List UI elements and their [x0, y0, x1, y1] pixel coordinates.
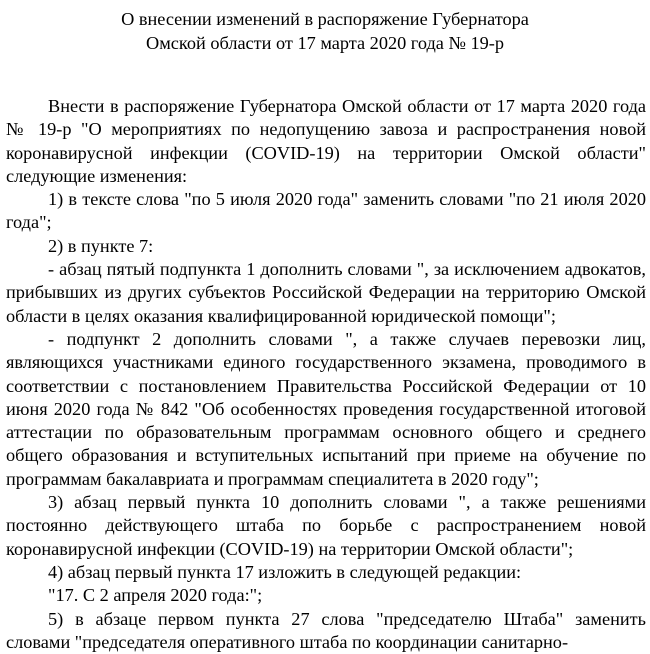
document-title: [0, 8, 650, 55]
paragraph-item-3: 3) абзац первый пункта 10 дополнить словами ", а также решениями постоянно действующего штаба по борьбе с распространением новой коронавирусной инфекции (COVID-19) на территории Омской области";: [6, 492, 646, 559]
paragraph-intro: Внести в распоряжение Губернатора Омской области от 17 марта 2020 года № 19-р "О мероприятиях по недопущению завоза и распространения новой коронавирусной инфекции (COVID-19) на территории Омской области" следующие изменения:: [6, 96, 646, 186]
paragraph-item-1: 1) в тексте слова "по 5 июля 2020 года" заменить словами "по 21 июля 2020 года";: [6, 189, 646, 233]
title-line-2: Омской области от 17 марта 2020 года № 19-р: [146, 32, 504, 53]
title-line-1: О внесении изменений в распоряжение Губернатора: [121, 9, 529, 29]
paragraph-item-2: 2) в пункте 7:: [48, 235, 154, 256]
document-body: [6, 95, 646, 654]
paragraph-item-2-sub-1: - абзац пятый подпункта 1 дополнить словами ", за исключением адвокатов, прибывших из других субъектов Российской Федерации на территорию Омской области в целях оказания квалифицированной юридической помощи";: [6, 259, 646, 326]
paragraph-item-4-text: "17. С 2 апреля 2020 года:";: [48, 585, 263, 606]
paragraph-item-4: 4) абзац первый пункта 17 изложить в следующей редакции:: [48, 561, 522, 582]
paragraph-item-2-sub-2: - подпункт 2 дополнить словами ", а также случаев перевозки лиц, являющихся участниками единого государственного экзамена, проводимого в соответствии с постановлением Правительства Российской Федерации от 10 июня 2020 года № 842 "Об особенностях проведения государственной итоговой аттестации по образовательным программам основного общего и среднего общего образования и вступительных испытаний при приеме на обучение по программам бакалавриата и программам специалитета в 2020 году";: [6, 328, 646, 489]
paragraph-item-5: 5) в абзаце первом пункта 27 слова "председателю Штаба" заменить словами "председателя оперативного штаба по координации санитарно-: [6, 608, 646, 652]
